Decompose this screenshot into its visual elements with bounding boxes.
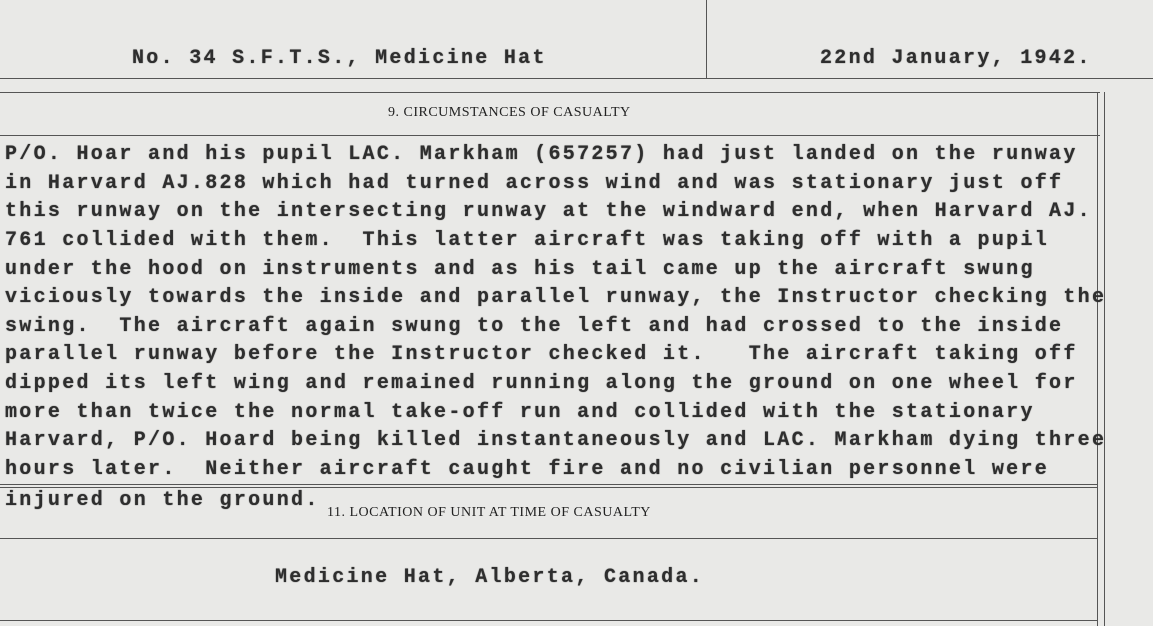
divider [0,487,1097,488]
divider [0,135,1100,136]
casualty-date: 22nd January, 1942. [820,47,1092,70]
text-line: viciously towards the inside and parallel runway, the Instructor checking the [5,286,1107,309]
text-line: dipped its left wing and remained running along the ground on one wheel for [5,372,1078,395]
divider [0,92,1100,93]
text-line: parallel runway before the Instructor checked it. The aircraft taking off [5,343,1078,366]
divider [0,538,1097,539]
text-line: swing. The aircraft again swung to the left and had crossed to the inside [5,315,1064,338]
text-line: more than twice the normal take-off run and collided with the stationary [5,401,1035,424]
text-line: in Harvard AJ.828 which had turned across wind and was stationary just off [5,172,1064,195]
text-line: 761 collided with them. This latter aircraft was taking off with a pupil [5,229,1050,252]
text-line: Harvard, P/O. Hoard being killed instantaneously and LAC. Markham dying three [5,429,1107,452]
divider [706,0,707,78]
divider [0,620,1097,621]
location-value: Medicine Hat, Alberta, Canada. [275,566,705,589]
unit-name: No. 34 S.F.T.S., Medicine Hat [132,47,547,70]
divider [1097,92,1098,626]
section-label-location: 11. LOCATION OF UNIT AT TIME OF CASUALTY [327,505,651,520]
section-label-circumstances: 9. CIRCUMSTANCES OF CASUALTY [388,105,631,120]
text-line: P/O. Hoar and his pupil LAC. Markham (657257) had just landed on the runway [5,143,1078,166]
divider [0,484,1097,485]
divider [1104,92,1105,626]
divider [0,78,1153,79]
text-line: under the hood on instruments and as his tail came up the aircraft swung [5,258,1035,281]
text-line: hours later. Neither aircraft caught fire and no civilian personnel were [5,458,1050,481]
text-line: injured on the ground. [5,489,320,512]
text-line: this runway on the intersecting runway at the windward end, when Harvard AJ. [5,200,1092,223]
